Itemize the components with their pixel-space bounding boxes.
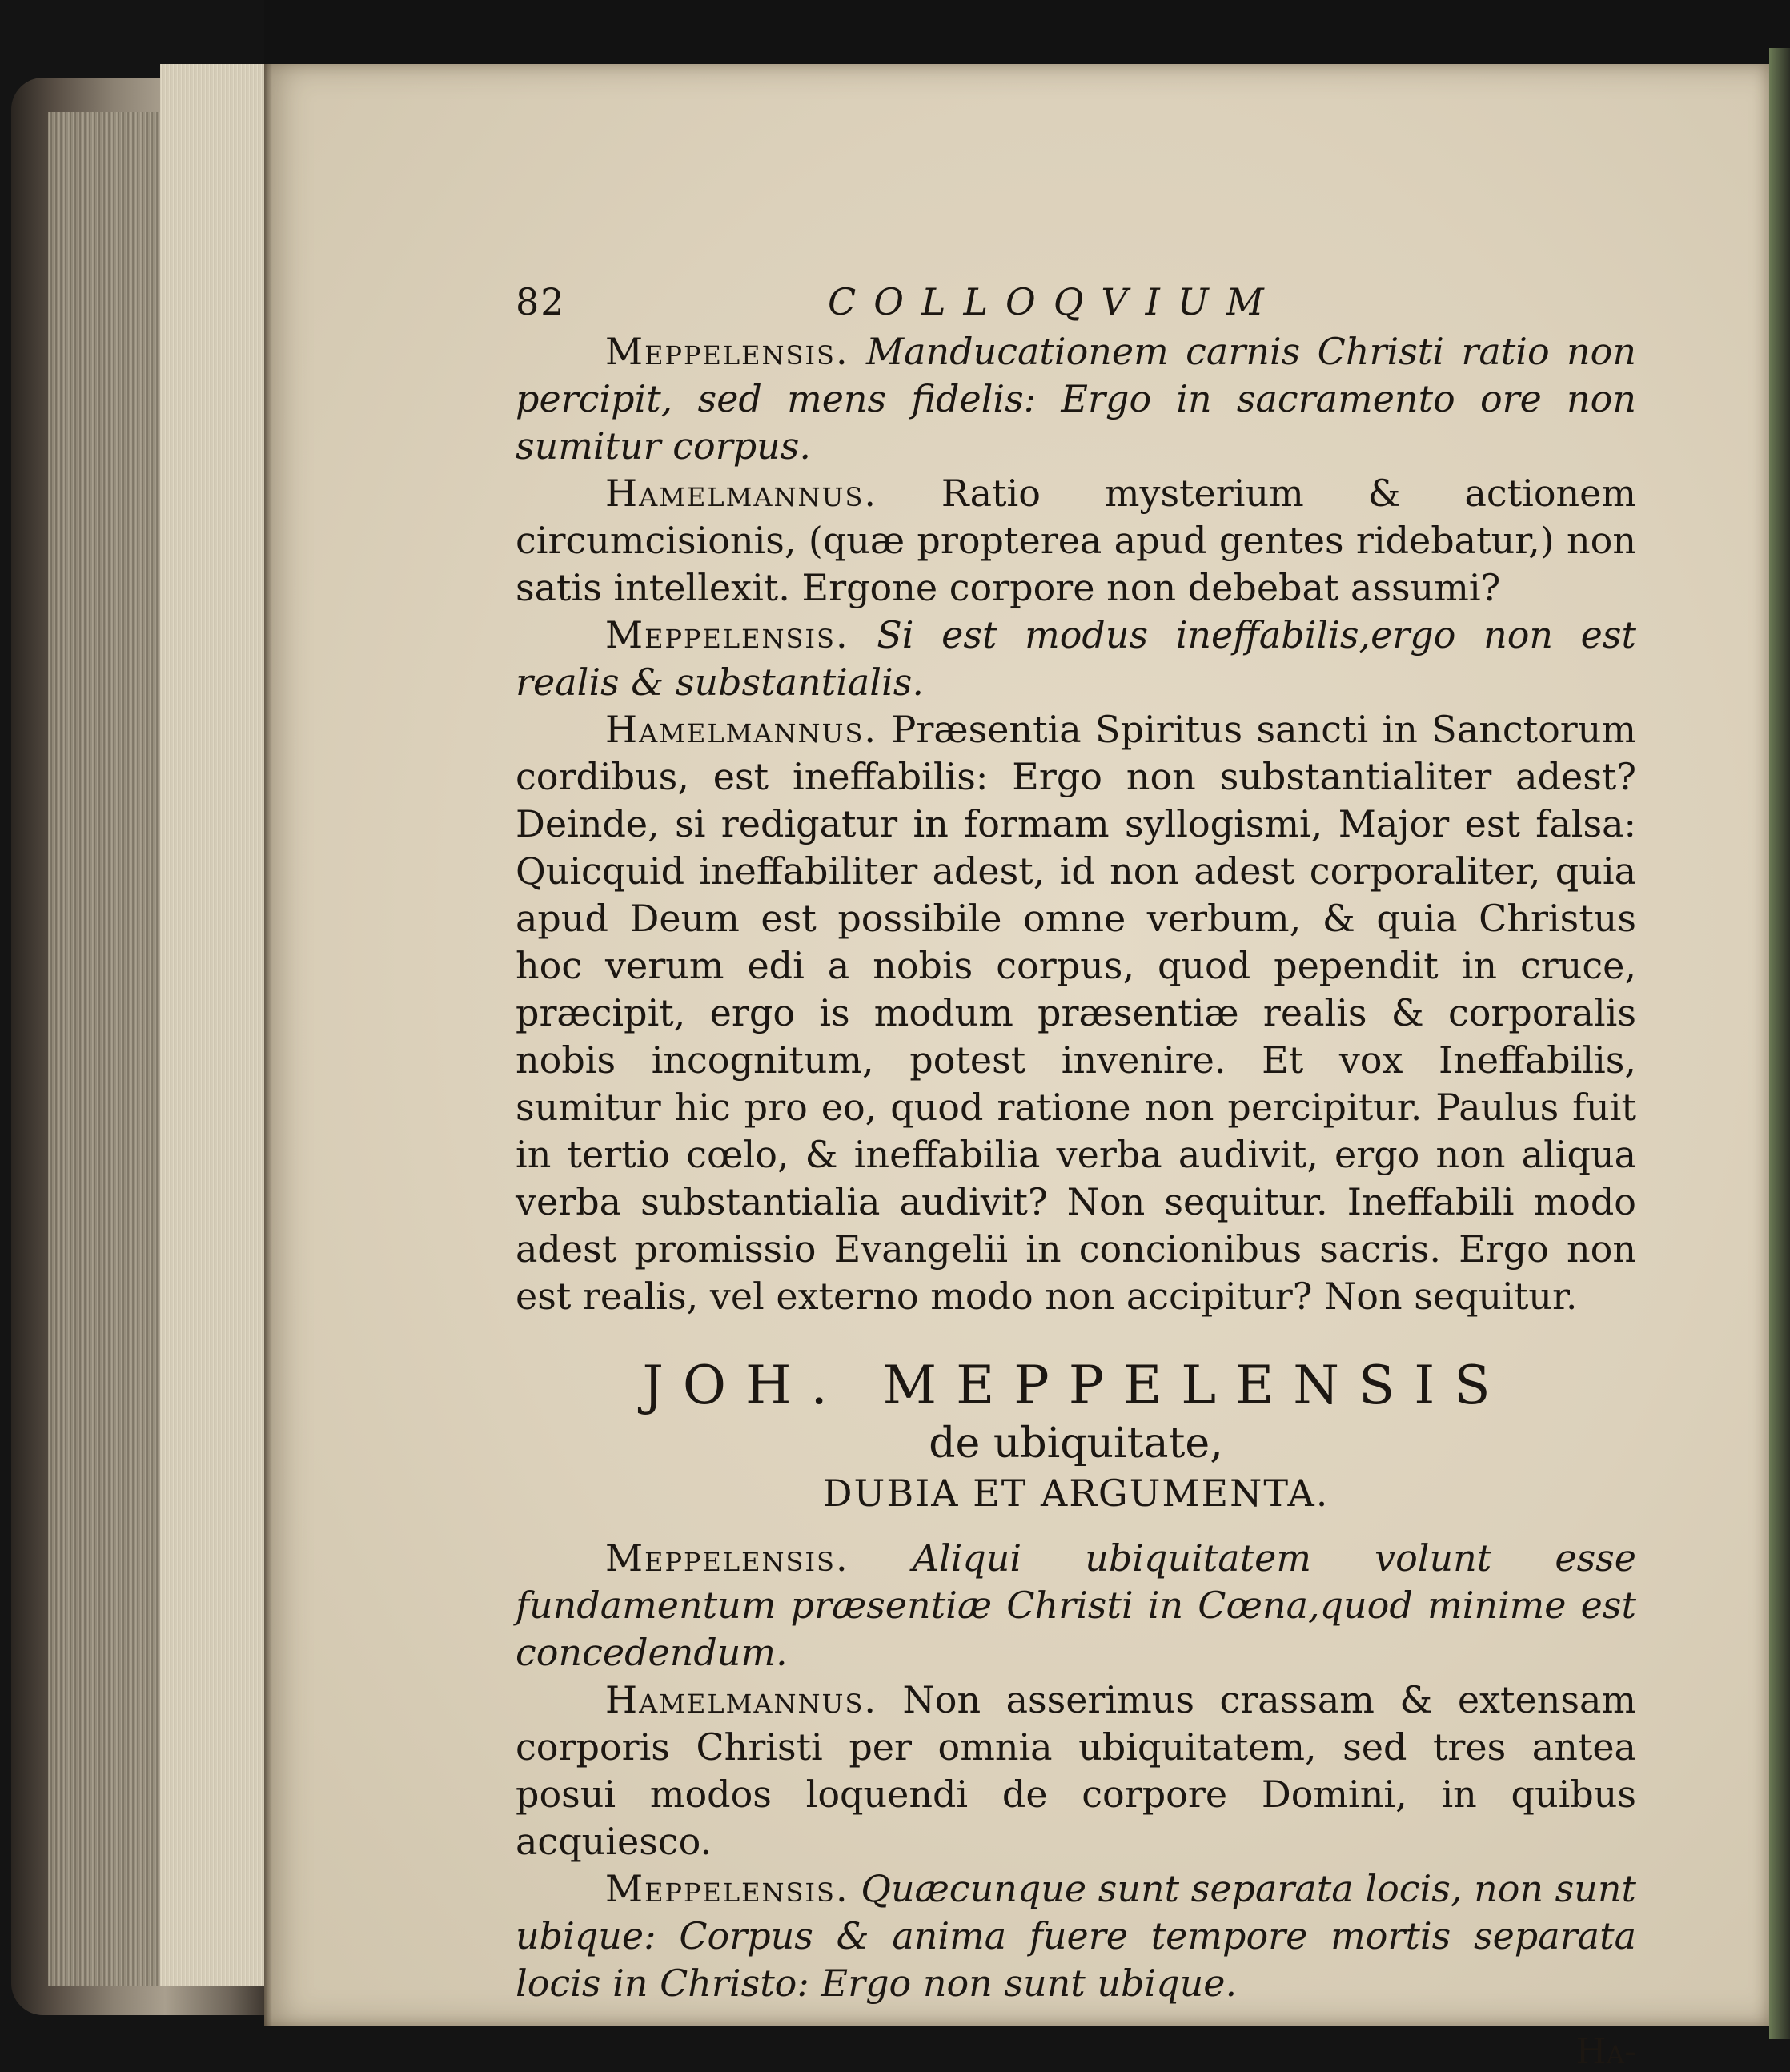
- paragraph-text: Si est modus ineffabilis,ergo non est realis & substantialis.: [516, 613, 1636, 704]
- scan-background-top: [264, 0, 1790, 64]
- speaker-label: Hamelmannus.: [605, 472, 877, 515]
- paragraph: [516, 328, 1636, 470]
- paragraph-text: Manducationem carnis Christi ratio non percipit, sed mens fidelis: Ergo in sacramento ore non sumitur corpus.: [516, 330, 1636, 468]
- running-title: COLLOQVIUM: [828, 280, 1282, 323]
- fore-edge: [48, 112, 168, 1986]
- page-stack: [160, 64, 272, 1986]
- book-page: [264, 64, 1769, 2072]
- section-subheading-caps: DUBIA ET ARGUMENTA.: [822, 1472, 1330, 1515]
- paragraph: [516, 1676, 1636, 1865]
- paragraph: [516, 706, 1636, 1320]
- facing-page-edge: [1769, 48, 1790, 2039]
- speaker-label: Meppelensis.: [605, 330, 849, 373]
- text-block: [516, 280, 1636, 2072]
- running-head: [516, 280, 1636, 328]
- speaker-label: Hamelmannus.: [605, 708, 877, 751]
- section-heading: JOH. MEPPELENSIS: [642, 1355, 1510, 1416]
- paragraph-text: Aliqui ubiquitatem volunt esse fundamentum præsentiæ Christi in Cœna,quod minime est concedendum.: [516, 1536, 1636, 1674]
- catchword: Ha-: [1575, 2031, 1636, 2072]
- paragraph: [516, 1865, 1636, 2007]
- section-subheading: de ubiquitate,: [929, 1419, 1223, 1468]
- paragraph: [516, 1535, 1636, 1676]
- speaker-label: Meppelensis.: [605, 1867, 849, 1910]
- paragraph-text: Quæcunque sunt separata locis, non sunt ubique: Corpus & anima fuere tempore mortis separata locis in Christo: Ergo non sunt ubique.: [516, 1867, 1636, 2005]
- speaker-label: Meppelensis.: [605, 1536, 849, 1580]
- speaker-label: Hamelmannus.: [605, 1678, 877, 1721]
- paragraph-text: Non asserimus crassam & extensam corporis Christi per omnia ubiquitatem, sed tres antea posui modos loquendi de corpore Domini, in quibus acquiesco.: [516, 1678, 1636, 1863]
- page-number: 82: [516, 280, 566, 323]
- gutter-shadow: [264, 64, 272, 2026]
- paragraph: [516, 470, 1636, 612]
- paragraph-text: Ratio mysterium & actionem circumcisionis, (quæ propterea apud gentes ridebatur,) non satis intellexit. Ergone corpore non debebat assumi?: [516, 472, 1637, 609]
- paragraph: [516, 612, 1636, 706]
- speaker-label: Meppelensis.: [605, 613, 849, 657]
- paragraph-text: Præsentia Spiritus sancti in Sanctorum cordibus, est ineffabilis: Ergo non substantialiter adest? Deinde, si redigatur in formam syllogismi, Major est falsa: Quicquid ineffabiliter adest, id non adest corporaliter, quia apud Deum est possibile omne verbum, & quia Christus hoc verum edi a nobis corpus, quod pependit in cruce, præcipit, ergo is modum præsentiæ realis & corporalis nobis incognitum, potest invenire. Et vox Ineffabilis, sumitur hic pro eo, quod ratione non percipitur. Paulus fuit in tertio cœlo, & ineffabilia verba audivit, ergo non aliqua verba substantialia audivit? Non sequitur. Ineffabili modo adest promissio Evangelii in concionibus sacris. Ergo non est realis, vel externo modo non accipitur? Non sequitur.: [516, 708, 1637, 1318]
